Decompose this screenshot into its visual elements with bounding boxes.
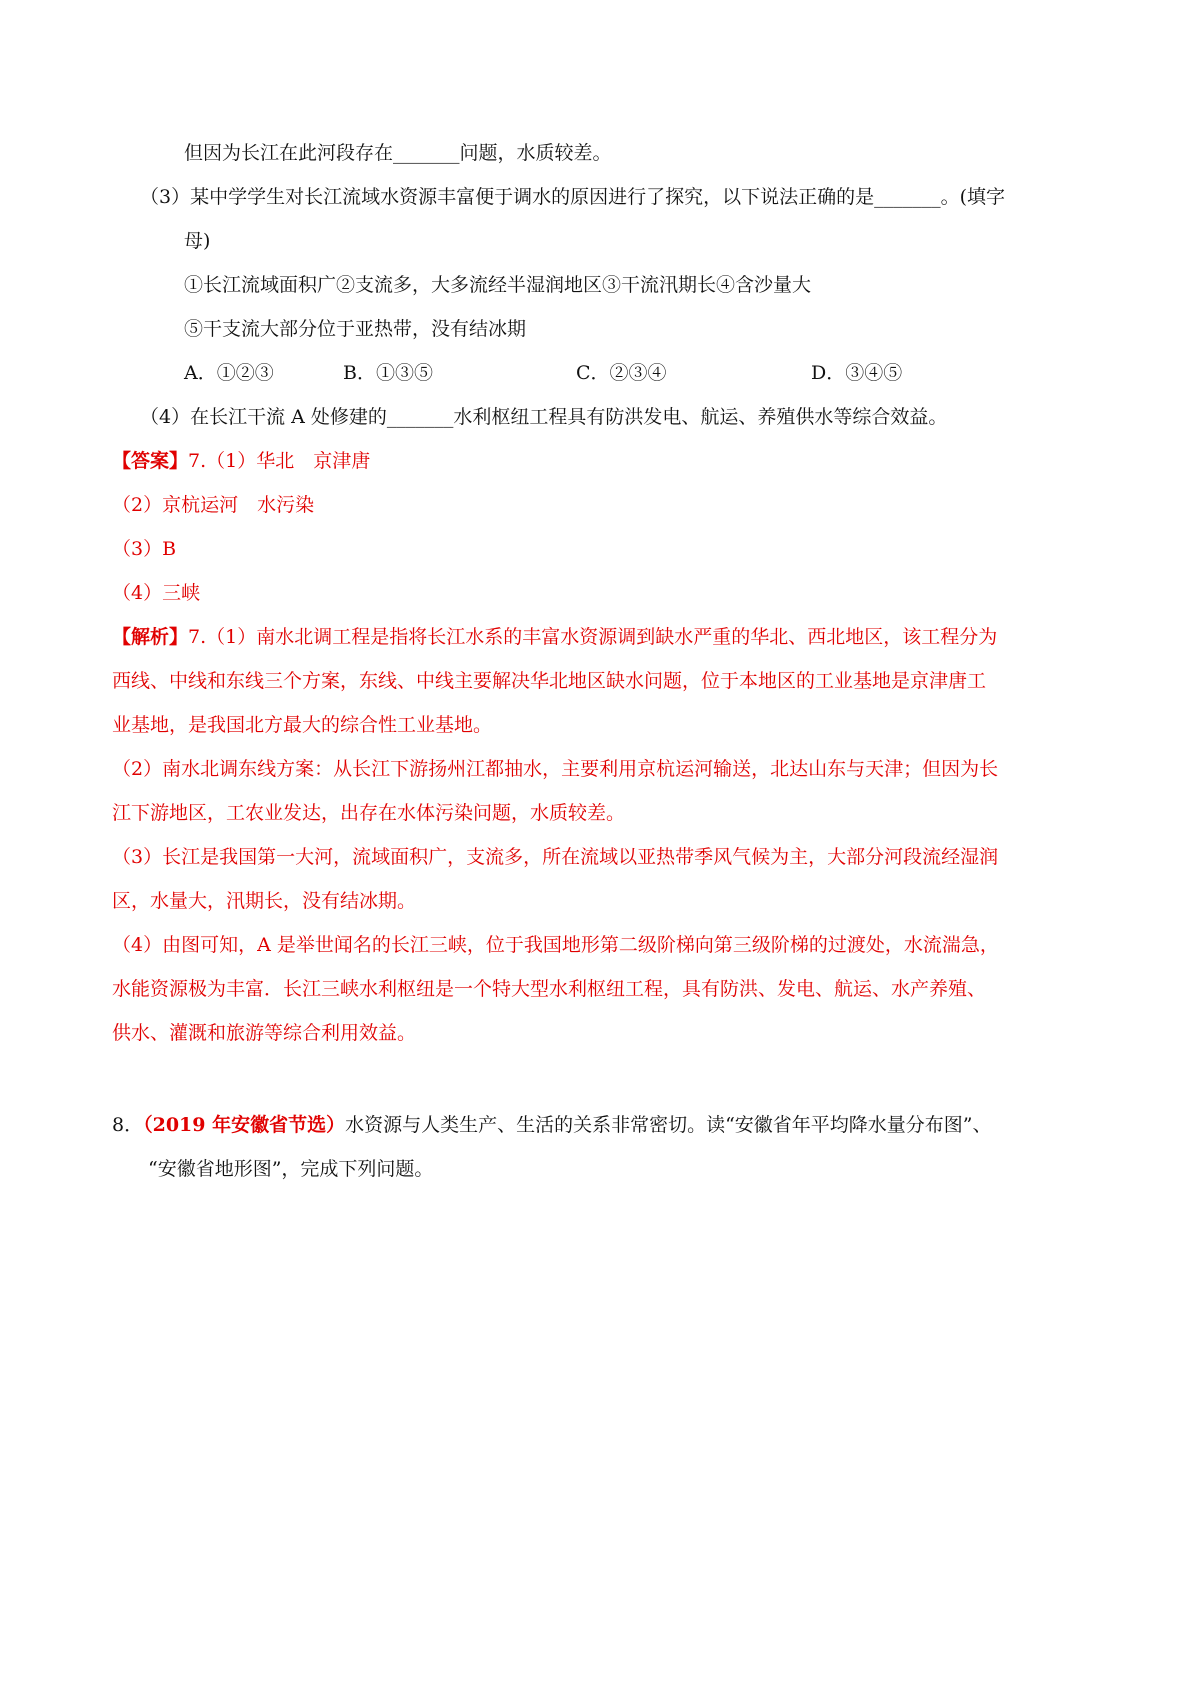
analysis-p1-line1 [112,623,997,651]
analysis-p4-line2: 水能资源极为丰富．长江三峡水利枢纽是一个特大型水利枢纽工程，具有防洪、发电、航运、水产养殖、 [112,978,987,1000]
q7-continuation-line: 但因为长江在此河段存在_______问题，水质较差。 [184,142,612,164]
q8-line2: “安徽省地形图”，完成下列问题。 [148,1158,434,1180]
answer-tag: 【答案】 [112,450,189,472]
q7-option-a: A．①②③ [184,362,274,384]
analysis-p1-line3: 业基地，是我国北方最大的综合性工业基地。 [112,714,493,736]
answer-line3: （3）B [112,538,177,560]
answer-line2: （2）京杭运河 水污染 [112,494,315,516]
analysis-p1-line2: 西线、中线和东线三个方案，东线、中线主要解决华北地区缺水问题，位于本地区的工业基地是京津唐工 [112,670,987,692]
analysis-p2-line2: 江下游地区，工农业发达，出存在水体污染问题，水质较差。 [112,802,626,824]
q7-statements-line2: ⑤干支流大部分位于亚热带，没有结冰期 [184,318,527,340]
q7-sub3-line2: 母) [184,230,211,252]
analysis-p4-line3: 供水、灌溉和旅游等综合利用效益。 [112,1022,417,1044]
q8-line1-text: 水资源与人类生产、生活的关系非常密切。读“安徽省年平均降水量分布图”、 [345,1114,992,1136]
q7-option-d: D．③④⑤ [811,362,903,384]
answer-line4: （4）三峡 [112,582,201,604]
analysis-p2-line1: （2）南水北调东线方案：从长江下游扬州江都抽水，主要利用京杭运河输送，北达山东与天津；但因为长 [112,758,999,780]
answer-line1 [112,447,370,475]
q8-source: （2019 年安徽省节选） [143,1114,346,1136]
analysis-tag: 【解析】 [112,626,189,648]
q7-option-c: C．②③④ [576,362,667,384]
q8-line1 [112,1111,992,1139]
analysis-p1-line1-text: 7.（1）南水北调工程是指将长江水系的丰富水资源调到缺水严重的华北、西北地区，该工程分为 [188,626,998,648]
q7-option-b: B．①③⑤ [343,362,433,384]
q7-sub4-line: （4）在长江干流 A 处修建的_______水利枢纽工程具有防洪发电、航运、养殖供水等综合效益。 [140,406,948,428]
analysis-p4-line1: （4）由图可知，A 是举世闻名的长江三峡，位于我国地形第二级阶梯向第三级阶梯的过渡处，水流湍急， [112,934,999,956]
q7-statements-line1: ①长江流域面积广②支流多，大多流经半湿润地区③干流汛期长④含沙量大 [184,274,812,296]
analysis-p3-line1: （3）长江是我国第一大河，流域面积广，支流多，所在流域以亚热带季风气候为主，大部分河段流经湿润 [112,846,999,868]
analysis-p3-line2: 区，水量大，汛期长，没有结冰期。 [112,890,417,912]
answer-line1-text: 7.（1）华北 京津唐 [188,450,371,472]
q8-number: 8． [112,1114,144,1136]
q7-sub3-line1: （3）某中学学生对长江流域水资源丰富便于调水的原因进行了探究，以下说法正确的是_______。(填字 [140,186,1006,208]
